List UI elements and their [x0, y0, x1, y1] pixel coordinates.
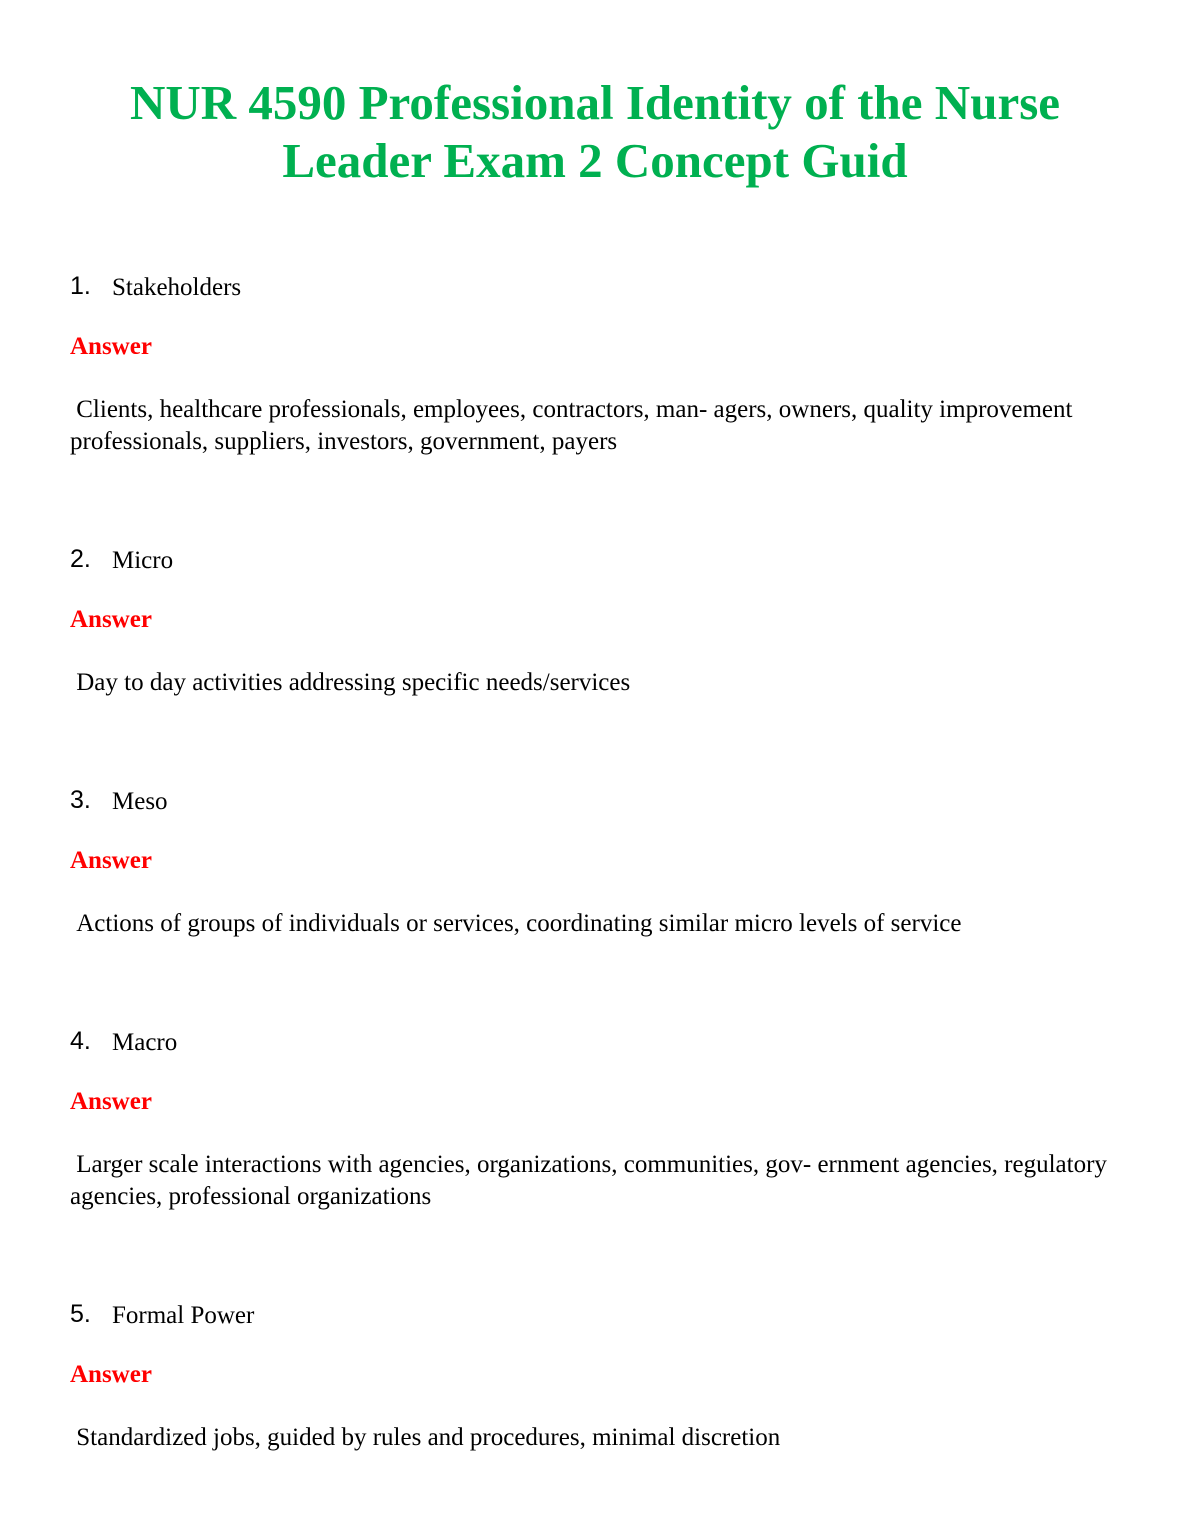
title-line-2: Leader Exam 2 Concept Guid — [282, 133, 908, 188]
question-number: 3. — [70, 786, 91, 814]
question-number: 2. — [70, 545, 91, 573]
question-row — [70, 270, 1130, 306]
question-number: 5. — [70, 1300, 91, 1328]
answer-text: Standardized jobs, guided by rules and procedures, minimal discretion — [70, 1424, 781, 1451]
answer-text: Actions of groups of individuals or services, coordinating similar micro levels of service — [70, 910, 962, 937]
question-term: Meso — [112, 788, 168, 815]
answer-label: Answer — [70, 1088, 152, 1115]
answer-label: Answer — [70, 333, 152, 360]
concept-item-4 — [70, 1025, 1130, 1210]
answer-label: Answer — [70, 1361, 152, 1388]
question-row — [70, 1298, 1130, 1334]
question-row — [70, 543, 1130, 579]
question-row — [70, 784, 1130, 820]
concept-item-3 — [70, 784, 1130, 937]
question-term: Formal Power — [112, 1302, 255, 1329]
answer-label: Answer — [70, 606, 152, 633]
question-row — [70, 1025, 1130, 1061]
concept-item-1 — [70, 270, 1130, 455]
question-number: 4. — [70, 1027, 91, 1055]
answer-label: Answer — [70, 847, 152, 874]
answer-text: Larger scale interactions with agencies, organizations, communities, gov- ernment agencies, regulatory agencies, professional organizations — [70, 1151, 1114, 1210]
question-number: 1. — [70, 272, 91, 300]
document-title — [60, 74, 1130, 190]
answer-text: Day to day activities addressing specific needs/services — [70, 669, 631, 696]
concept-item-5 — [70, 1298, 1130, 1451]
concept-item-2 — [70, 543, 1130, 696]
answer-text: Clients, healthcare professionals, employees, contractors, man- agers, owners, quality improvement professionals, suppliers, investors, government, payers — [70, 396, 1079, 455]
question-term: Stakeholders — [112, 274, 242, 301]
question-term: Macro — [112, 1029, 178, 1056]
title-line-1: NUR 4590 Professional Identity of the Nurse — [129, 75, 1061, 130]
question-term: Micro — [112, 547, 174, 574]
